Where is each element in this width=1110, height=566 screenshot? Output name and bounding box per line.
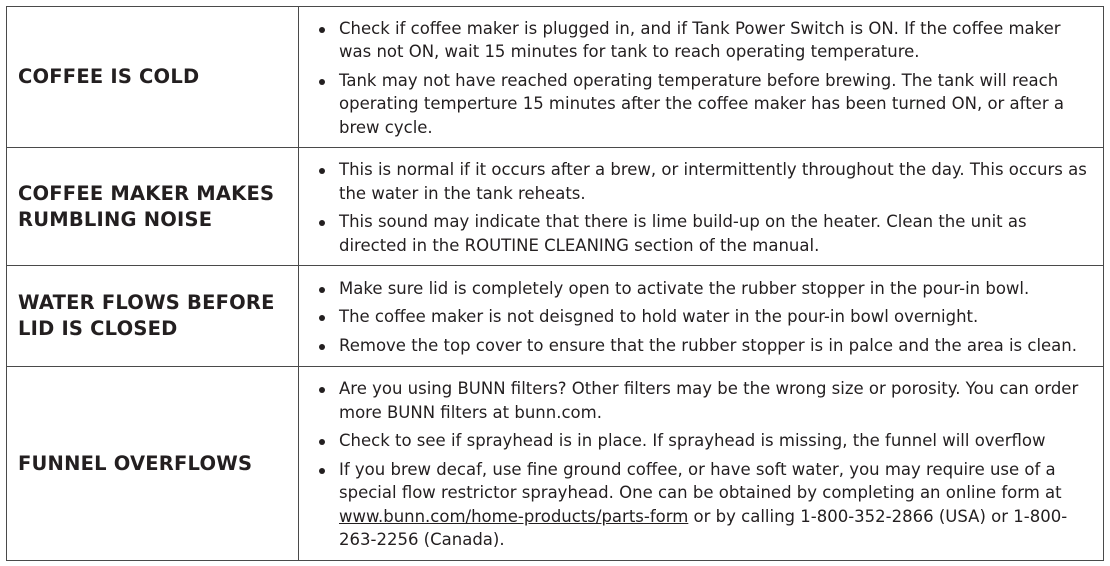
solution-item xyxy=(317,277,1097,301)
problem-cell xyxy=(7,7,299,148)
bullet-icon xyxy=(319,439,325,445)
solution-text: The coffee maker is not deisgned to hold water in the pour-in bowl overnight. xyxy=(339,307,979,327)
solution-list xyxy=(317,158,1097,257)
troubleshooting-table xyxy=(6,6,1104,561)
solution-text: Tank may not have reached operating temperature before brewing. The tank will reach operating temperture 15 minutes after the coffee maker has been turned ON, or after a brew cycle. xyxy=(339,70,1064,137)
bullet-icon xyxy=(319,315,325,321)
solution-text: Make sure lid is completely open to activate the rubber stopper in the pour-in bowl. xyxy=(339,278,1030,298)
bullet-icon xyxy=(319,287,325,293)
bullet-icon xyxy=(319,344,325,350)
table-row xyxy=(7,148,1104,266)
solution-text: Remove the top cover to ensure that the rubber stopper is in palce and the area is clean. xyxy=(339,335,1077,355)
solution-text-before: If you brew decaf, use fine ground coffee, or have soft water, you may require use of a special flow restrictor sprayhead. One can be obtained by completing an online form at xyxy=(339,459,1062,503)
solution-item xyxy=(317,377,1097,424)
solution-item xyxy=(317,458,1097,552)
solution-item xyxy=(317,334,1097,358)
table-row xyxy=(7,266,1104,367)
problem-cell xyxy=(7,266,299,367)
solution-list xyxy=(317,377,1097,552)
solution-text: Are you using BUNN filters? Other filters may be the wrong size or porosity. You can order more BUNN filters at bunn.com. xyxy=(339,379,1079,422)
solution-list xyxy=(317,17,1097,140)
solution-item xyxy=(317,210,1097,257)
solution-cell xyxy=(299,367,1104,561)
table-row xyxy=(7,7,1104,148)
table-row xyxy=(7,367,1104,561)
problem-heading: FUNNEL OVERFLOWS xyxy=(18,451,253,475)
problem-cell xyxy=(7,367,299,561)
solution-cell xyxy=(299,148,1104,266)
solution-list xyxy=(317,277,1097,358)
solution-item xyxy=(317,429,1097,453)
bullet-icon xyxy=(319,387,325,393)
problem-heading: COFFEE IS COLD xyxy=(18,65,200,88)
solution-item xyxy=(317,69,1097,140)
bullet-icon xyxy=(319,220,325,226)
problem-heading: COFFEE MAKER MAKES RUMBLING NOISE xyxy=(18,181,275,231)
solution-text: This sound may indicate that there is lime build-up on the heater. Clean the unit as directed in the ROUTINE CLEANING section of the manual. xyxy=(339,212,1027,255)
solution-item xyxy=(317,158,1097,205)
solution-text: This is normal if it occurs after a brew, or intermittently throughout the day. This occurs as the water in the tank reheats. xyxy=(339,160,1087,203)
problem-heading: WATER FLOWS BEFORE LID IS CLOSED xyxy=(18,291,275,340)
problem-cell xyxy=(7,148,299,266)
solution-text-after: or by calling 1-800-352-2866 (USA) or 1-800-263-2256 (Canada). xyxy=(339,506,1068,550)
solution-item xyxy=(317,17,1097,64)
bullet-icon xyxy=(319,468,325,474)
bullet-icon xyxy=(319,27,325,33)
parts-form-link[interactable]: www.bunn.com/home-products/parts-form xyxy=(339,506,689,526)
bullet-icon xyxy=(319,79,325,85)
bullet-icon xyxy=(319,168,325,174)
solution-cell xyxy=(299,266,1104,367)
solution-text: Check to see if sprayhead is in place. If sprayhead is missing, the funnel will overflow xyxy=(339,431,1046,451)
solution-item xyxy=(317,305,1097,329)
solution-text: Check if coffee maker is plugged in, and if Tank Power Switch is ON. If the coffee maker was not ON, wait 15 minutes for tank to reach operating temperature. xyxy=(339,18,1061,62)
solution-cell xyxy=(299,7,1104,148)
